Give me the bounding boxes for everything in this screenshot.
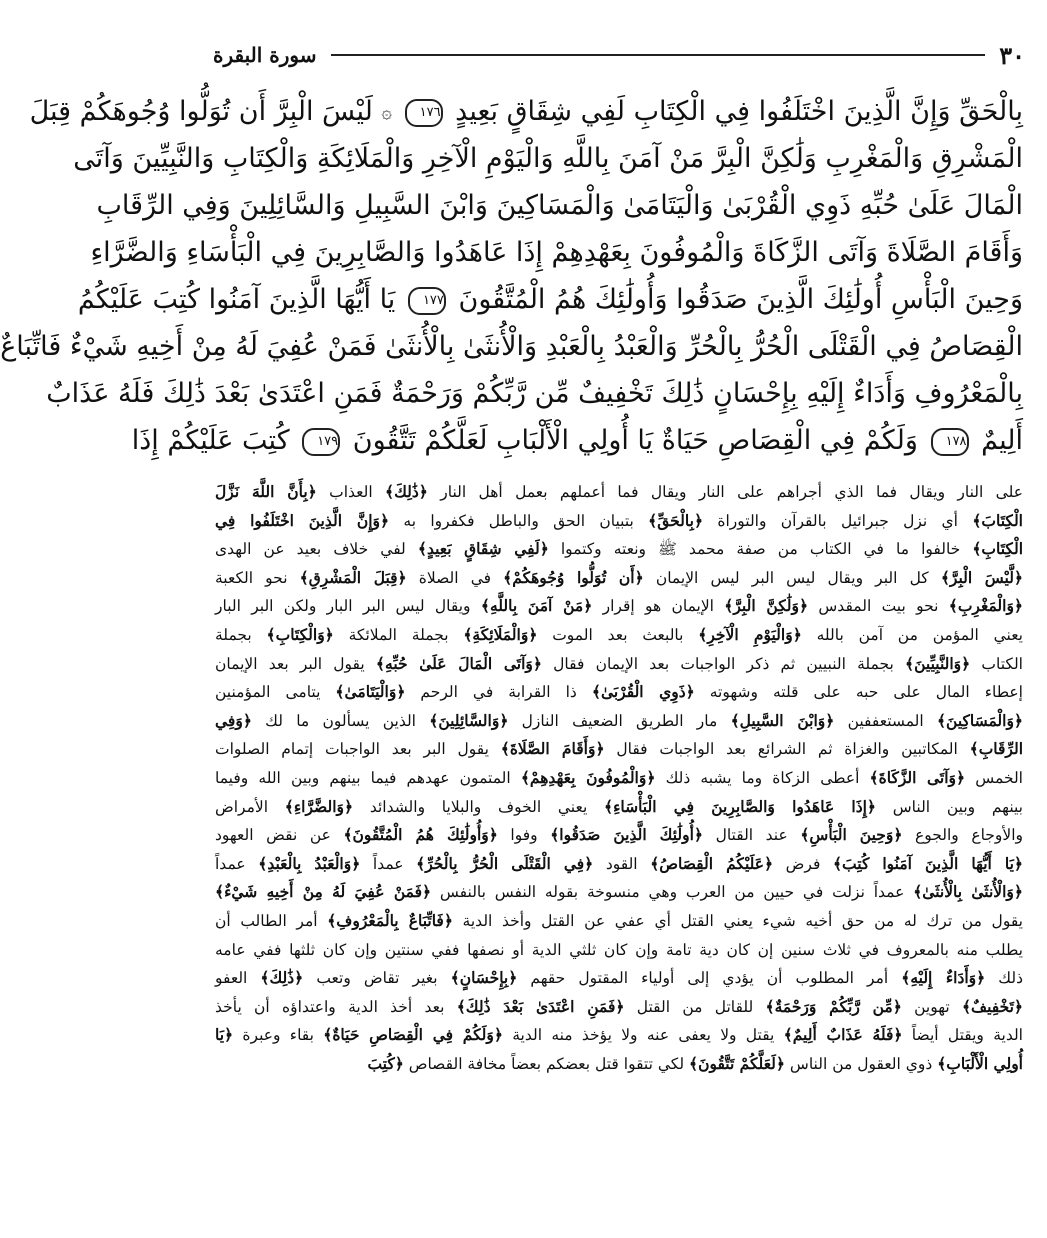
commentary-text: أعطى الزكاة وما يشبه ذلك	[655, 768, 870, 787]
quoted-verse-fragment: ﴿مَنْ آمَنَ بِاللَّهِ﴾	[480, 596, 593, 616]
quoted-verse-fragment: ﴿فَمَنِ اعْتَدَىٰ بَعْدَ ذَٰلِكَ﴾	[456, 996, 625, 1016]
quoted-verse-fragment: ﴿مِّن رَّبِّكُمْ وَرَحْمَةٌ﴾	[765, 996, 902, 1016]
commentary-text: بعد أخذ الدية واعتداؤه أن يأخذ	[215, 997, 457, 1016]
tafsir-line	[215, 907, 1023, 936]
ayah-number-marker: ١٧٦	[405, 99, 443, 127]
quoted-verse-fragment: ﴿وَأَقَامَ الصَّلَاةَ﴾	[500, 739, 605, 759]
tafsir-line	[215, 621, 1023, 650]
commentary-text: تهوين	[901, 997, 962, 1016]
commentary-text: فرض	[773, 854, 833, 873]
quran-segment: كُتِبَ عَلَيْكُمْ إِذَا	[131, 425, 290, 456]
tafsir-line	[215, 592, 1023, 621]
surah-name: سورة البقرة	[213, 43, 317, 67]
quoted-verse-fragment: ﴿تَخْفِيفٌ﴾	[961, 996, 1024, 1016]
quoted-verse-fragment: ﴿ذَوِي الْقُرْبَىٰ﴾	[591, 682, 695, 702]
quoted-verse-fragment: ﴿ذَٰلِكَ﴾	[385, 482, 428, 501]
commentary-text: إعطاء المال على حبه على قلته وشهوته	[694, 683, 1023, 702]
quran-line: الْقِصَاصُ فِي الْقَتْلَى الْحُرُّ بِالْحُرِّ وَالْعَبْدُ بِالْعَبْدِ وَالْأُنثَىٰ بِالْأُنثَىٰ فَمَنْ عُفِيَ لَهُ مِنْ أَخِيهِ شَيْءٌ فَاتِّبَاعٌ	[0, 331, 1023, 362]
commentary-text: العفو	[215, 969, 261, 988]
quoted-verse-fragment: ﴿فَاتِّبَاعٌ بِالْمَعْرُوفِ﴾	[327, 910, 453, 930]
quoted-verse-fragment: ﴿وَابْنَ السَّبِيلِ﴾	[730, 710, 835, 730]
quoted-verse-fragment: ﴿وَالْمَلَائِكَةِ﴾	[463, 624, 538, 644]
tafsir-line	[215, 850, 1023, 879]
commentary-text: يعني المؤمن من آمن بالله	[801, 625, 1023, 644]
commentary-text: ذلك	[985, 969, 1023, 988]
commentary-text: عمداً	[215, 854, 259, 873]
ayah-number-marker: ١٧٧	[408, 287, 446, 315]
quoted-verse-fragment: ﴿بِأَنَّ اللَّهَ نَزَّلَ	[215, 482, 317, 501]
tafsir-line	[215, 678, 1023, 707]
quoted-verse-fragment: ﴿وَآتَى الزَّكَاةَ﴾	[869, 767, 966, 787]
quoted-verse-fragment: ﴿لَفِي شِقَاقٍ بَعِيدٍ﴾	[417, 539, 549, 559]
quoted-verse-fragment: ﴿وَالضَّرَّاءِ﴾	[284, 796, 354, 816]
tafsir-commentary-block	[215, 478, 1023, 1078]
quoted-verse-fragment: ﴿وَالْيَتَامَىٰ﴾	[335, 682, 406, 702]
ayah-number-marker: ١٧٩	[302, 428, 340, 456]
page-number: ٣٠	[999, 40, 1025, 70]
tafsir-line	[215, 793, 1023, 822]
commentary-text: الأمراض	[215, 797, 285, 816]
commentary-text: القود	[593, 854, 651, 873]
commentary-text: بجملة الملائكة	[333, 625, 464, 644]
quran-segment: بِالْحَقِّ وَإِنَّ الَّذِينَ اخْتَلَفُوا فِي الْكِتَابِ لَفِي شِقَاقٍ بَعِيدٍ	[455, 96, 1023, 127]
quoted-verse-fragment: ﴿فَلَهُ عَذَابٌ أَلِيمٌ﴾	[783, 1025, 903, 1045]
quoted-verse-fragment: ﴿وَالْمَغْرِبِ﴾	[948, 596, 1024, 616]
commentary-text: بقاء وعبرة	[233, 1026, 324, 1045]
tafsir-line	[215, 936, 1023, 965]
tafsir-line	[215, 878, 1023, 907]
commentary-text: بغير تقاض وتعب	[303, 969, 451, 988]
quoted-verse-fragment: ﴿وَالْمَسَاكِينَ﴾	[936, 710, 1024, 730]
quran-line	[131, 417, 1023, 464]
quoted-verse-fragment: ﴿وَالْكِتَابِ﴾	[266, 624, 334, 644]
quoted-verse-fragment: ﴿وَالنَّبِيِّينَ﴾	[905, 653, 971, 673]
quran-line: الْمَالَ عَلَىٰ حُبِّهِ ذَوِي الْقُرْبَىٰ وَالْيَتَامَىٰ وَالْمَسَاكِينَ وَابْنَ السَّبِيلِ وَالسَّائِلِينَ وَفِي الرِّقَابِ	[96, 190, 1023, 221]
quoted-verse-fragment: ﴿فَمَنْ عُفِيَ لَهُ مِنْ أَخِيهِ شَيْءٌ﴾	[215, 882, 432, 902]
commentary-text: ذا القرابة في الرحم	[405, 683, 592, 702]
tafsir-line	[215, 507, 1023, 536]
commentary-text: عمداً نزلت في حيين من العرب وهي منسوخة بقوله النفس بالنفس	[431, 883, 914, 902]
commentary-text: عند القتال	[703, 826, 801, 845]
commentary-text: يقول البر بعد الواجبات إتمام الصلوات	[215, 740, 501, 759]
commentary-text: يقول من ترك له من حق أخيه شيء يعني القتل أي عفي عن القتل وأخذ الدية	[452, 911, 1023, 930]
hizb-star-icon: ۞	[381, 102, 392, 123]
commentary-text: الدية ويقتل أيضاً	[902, 1026, 1023, 1045]
tafsir-line	[215, 1050, 1023, 1079]
quran-segment: لَيْسَ الْبِرَّ أَن تُوَلُّوا وُجُوهَكُمْ قِبَلَ	[29, 96, 373, 127]
quoted-verse-fragment: الْكِتَابِ﴾	[972, 539, 1024, 559]
commentary-text: العذاب	[316, 483, 386, 501]
commentary-text: المستعففين	[834, 711, 937, 730]
quoted-verse-fragment: الرِّقَابِ﴾	[969, 739, 1024, 759]
quoted-verse-fragment: ﴿فِي الْقَتْلَى الْحُرُّ بِالْحُرِّ﴾	[416, 853, 594, 873]
commentary-text: يعني الخوف والبلايا والشدائد	[353, 797, 604, 816]
commentary-text: أمر الطالب أن	[215, 911, 328, 930]
commentary-text: عمداً	[360, 854, 417, 873]
tafsir-line	[215, 707, 1023, 736]
commentary-text: نحو بيت المقدس	[808, 597, 949, 616]
tafsir-line	[215, 964, 1023, 993]
quran-line: بِالْمَعْرُوفِ وَأَدَاءٌ إِلَيْهِ بِإِحْسَانٍ ذَٰلِكَ تَخْفِيفٌ مِّن رَّبِّكُمْ وَرَحْمَةٌ فَمَنِ اعْتَدَىٰ بَعْدَ ذَٰلِكَ فَلَهُ عَذَابٌ	[46, 378, 1023, 409]
quoted-verse-fragment: ﴿وَالْأُنثَىٰ بِالْأُنثَىٰ﴾	[913, 882, 1024, 902]
quoted-verse-fragment: أُولِي الْأَلْبَابِ﴾	[937, 1053, 1023, 1073]
quoted-verse-fragment: ﴿وَلَٰكِنَّ الْبِرَّ﴾	[724, 596, 809, 616]
commentary-text: للقاتل من القتل	[624, 997, 766, 1016]
commentary-text: على النار ويقال فما الذي أجراهم على النار ويقال فما أعملهم بعمل أهل النار	[427, 483, 1023, 501]
commentary-text: أي نزل جبرائيل بالقرآن والتوراة	[703, 511, 973, 530]
commentary-text: المكاتبين والغزاة ثم الشرائع بعد الواجبات فقال	[604, 740, 970, 759]
ayah-number-marker: ١٧٨	[931, 428, 969, 456]
commentary-text: في الصلاة	[406, 568, 504, 587]
tafsir-line	[215, 650, 1023, 679]
commentary-text: ويقال ليس البر البار ولكن البر البار	[215, 597, 481, 616]
tafsir-line	[215, 478, 1023, 507]
commentary-text: كل البر ويقال ليس البر ليس الإيمان	[643, 568, 941, 587]
quoted-verse-fragment: ﴿وَإِنَّ الَّذِينَ اخْتَلَفُوا فِي	[215, 510, 390, 530]
quran-segment: يَا أَيُّهَا الَّذِينَ آمَنُوا كُتِبَ عَلَيْكُمُ	[77, 284, 396, 315]
quoted-verse-fragment: ﴿قِبَلَ الْمَشْرِقِ﴾	[299, 567, 407, 587]
commentary-text: يتامى المؤمنين	[215, 683, 336, 702]
quoted-verse-fragment: ﴿بِإِحْسَانٍ﴾	[450, 968, 518, 988]
quran-segment: أَلِيمٌ	[981, 425, 1023, 456]
quoted-verse-fragment: ﴿كُتِبَ	[367, 1053, 404, 1073]
tafsir-line	[215, 821, 1023, 850]
quoted-verse-fragment: ﴿يَا أَيُّهَا الَّذِينَ آمَنُوا كُتِبَ﴾	[832, 853, 1023, 873]
tafsir-line	[215, 1021, 1023, 1050]
tafsir-line	[215, 764, 1023, 793]
commentary-text: الإيمان هو إقرار	[592, 597, 725, 616]
header-rule	[331, 54, 986, 56]
quoted-verse-fragment: ﴿يَا	[215, 1025, 234, 1045]
quoted-verse-fragment: ﴿لَّيْسَ الْبِرَّ﴾	[940, 567, 1024, 587]
commentary-text: يطلب منه بالمعروف في ثلاث سنين إن كان دية تامة وإن كان ثلثي الدية أو نصفها ففي سنتين وإن كان ثلثها ففي عامه	[215, 940, 1023, 959]
tafsir-line	[215, 735, 1023, 764]
quoted-verse-fragment: ﴿أَن تُوَلُّوا وُجُوهَكُمْ﴾	[503, 567, 644, 587]
commentary-text: بجملة النبيين ثم ذكر الواجبات بعد الإيمان فقال	[541, 654, 906, 673]
quoted-verse-fragment: ﴿وَآتَى الْمَالَ عَلَىٰ حُبِّهِ﴾	[375, 653, 542, 673]
commentary-text: والأوجاع والجوع	[902, 826, 1024, 845]
quoted-verse-fragment: ﴿وَالْيَوْمِ الْآخِرِ﴾	[698, 624, 802, 644]
quoted-verse-fragment: ﴿بِالْحَقِّ﴾	[648, 510, 704, 530]
commentary-text: بجملة	[215, 625, 267, 644]
commentary-text: خالفوا ما في الكتاب من صفة محمد ﷺ ونعته وكتموا	[548, 540, 973, 559]
commentary-text: بينهم وبين الناس	[876, 797, 1023, 816]
quran-segment: وَحِينَ الْبَأْسِ أُولَٰئِكَ الَّذِينَ صَدَقُوا وَأُولَٰئِكَ هُمُ الْمُتَّقُونَ	[458, 284, 1023, 315]
commentary-text: بتبيان الحق والباطل فكفروا به	[389, 511, 649, 530]
quoted-verse-fragment: ﴿إِذَا عَاهَدُوا وَالصَّابِرِينَ فِي الْبَأْسَاءِ﴾	[604, 796, 877, 816]
quoted-verse-fragment: الْكِتَابَ﴾	[972, 510, 1023, 530]
commentary-text: لفي خلاف بعيد عن الهدى	[215, 540, 418, 559]
commentary-text: ذوي العقول من الناس	[784, 1054, 938, 1073]
commentary-text: وفوا	[497, 826, 551, 845]
quoted-verse-fragment: ﴿لَعَلَّكُمْ تَتَّقُونَ﴾	[688, 1053, 785, 1073]
quran-line: وَأَقَامَ الصَّلَاةَ وَآتَى الزَّكَاةَ وَالْمُوفُونَ بِعَهْدِهِمْ إِذَا عَاهَدُوا وَالصَّابِرِينَ فِي الْبَأْسَاءِ وَالضَّرَّاءِ	[90, 237, 1023, 268]
commentary-text: يقتل ولا يعفى عنه ولا يؤخذ منه الدية	[502, 1026, 784, 1045]
quoted-verse-fragment: ﴿ذَٰلِكَ﴾	[260, 968, 304, 988]
quoted-verse-fragment: ﴿وَلَكُمْ فِي الْقِصَاصِ حَيَاةٌ﴾	[323, 1025, 503, 1045]
commentary-text: لكي تتقوا قتل بعضكم بعضاً مخافة القصاص	[403, 1054, 689, 1073]
quoted-verse-fragment: ﴿وَأُولَٰئِكَ هُمُ الْمُتَّقُونَ﴾	[343, 825, 498, 845]
quoted-verse-fragment: ﴿وَفِي	[215, 710, 252, 730]
quoted-verse-fragment: ﴿وَأَدَاءٌ إِلَيْهِ﴾	[901, 968, 986, 988]
tafsir-line	[215, 564, 1023, 593]
commentary-text: نحو الكعبة	[215, 568, 300, 587]
commentary-text: المتمون عهدهم فيما بينهم وبين الله وفيما	[215, 768, 521, 787]
quran-segment: وَلَكُمْ فِي الْقِصَاصِ حَيَاةٌ يَا أُولِي الْأَلْبَابِ لَعَلَّكُمْ تَتَّقُونَ	[352, 425, 918, 456]
quoted-verse-fragment: ﴿وَالسَّائِلِينَ﴾	[429, 710, 509, 730]
quoted-verse-fragment: ﴿عَلَيْكُمُ الْقِصَاصُ﴾	[650, 853, 774, 873]
quoted-verse-fragment: ﴿وَالْمُوفُونَ بِعَهْدِهِمْ﴾	[520, 767, 656, 787]
tafsir-line	[215, 535, 1023, 564]
commentary-text: مار الطريق الضعيف النازل	[508, 711, 731, 730]
quran-text-block	[0, 88, 1023, 464]
commentary-text: عن نقض العهود	[215, 826, 344, 845]
quran-line	[77, 276, 1023, 323]
commentary-text: الذين يسألون ما لك	[251, 711, 430, 730]
quoted-verse-fragment: ﴿وَحِينَ الْبَأْسِ﴾	[800, 825, 903, 845]
commentary-text: يقول البر بعد الإيمان	[215, 654, 376, 673]
commentary-text: الخمس	[965, 768, 1023, 787]
commentary-text: أمر المطلوب أن يؤدي إلى أولياء المقتول حقهم	[517, 969, 902, 988]
quoted-verse-fragment: ﴿وَالْعَبْدُ بِالْعَبْدِ﴾	[258, 853, 361, 873]
quran-line: الْمَشْرِقِ وَالْمَغْرِبِ وَلَٰكِنَّ الْبِرَّ مَنْ آمَنَ بِاللَّهِ وَالْيَوْمِ الْآخِرِ وَالْمَلَائِكَةِ وَالْكِتَابِ وَالنَّبِيِّينَ وَآتَى	[73, 143, 1023, 174]
commentary-text: الكتاب	[970, 654, 1023, 673]
quoted-verse-fragment: ﴿أُولَٰئِكَ الَّذِينَ صَدَقُوا﴾	[550, 825, 703, 845]
page-header	[213, 38, 1025, 72]
quran-line	[29, 88, 1023, 135]
tafsir-line	[215, 993, 1023, 1022]
commentary-text: بالبعث بعد الموت	[537, 625, 699, 644]
